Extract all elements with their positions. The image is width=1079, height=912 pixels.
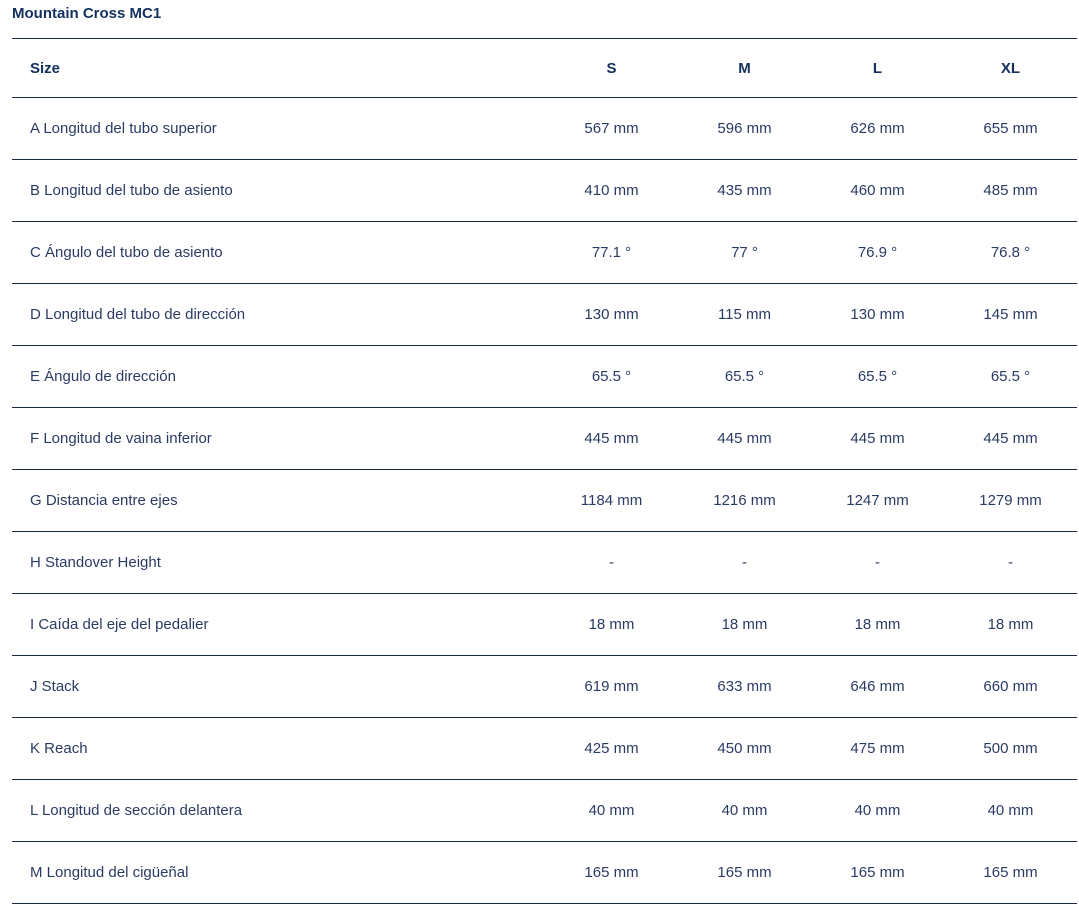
table-row [12,222,1077,284]
table-header-row [12,39,1077,98]
value-xl: 660 mm [983,678,1038,695]
value-m: 445 mm [717,430,772,447]
value-s: 567 mm [584,120,639,137]
row-label: K Reach [30,740,88,757]
table-row [12,346,1077,408]
table-row [12,842,1077,904]
value-m: 435 mm [717,182,772,199]
value-s: 130 mm [584,306,639,323]
table-row [12,656,1077,718]
value-s: 445 mm [584,430,639,447]
value-xl: 165 mm [983,864,1038,881]
value-s: 40 mm [588,802,635,819]
value-s: 18 mm [588,616,635,633]
row-label: F Longitud de vaina inferior [30,430,212,447]
row-label: H Standover Height [30,554,161,571]
value-l: 646 mm [850,678,905,695]
row-label: A Longitud del tubo superior [30,120,217,137]
value-xl: 145 mm [983,306,1038,323]
value-m: 65.5 ° [724,368,765,385]
value-m: 633 mm [717,678,772,695]
row-label: J Stack [30,678,80,695]
value-s: 165 mm [584,864,639,881]
row-label: C Ángulo del tubo de asiento [30,244,223,261]
value-m: 165 mm [717,864,772,881]
value-s: 410 mm [584,182,639,199]
row-label: E Ángulo de dirección [30,368,176,385]
row-label: I Caída del eje del pedalier [30,616,209,633]
table-row [12,780,1077,842]
value-xl: 485 mm [983,182,1038,199]
row-label: G Distancia entre ejes [30,492,178,509]
value-l: 165 mm [850,864,905,881]
value-s: 65.5 ° [591,368,632,385]
value-l: 130 mm [850,306,905,323]
geometry-table [12,38,1077,904]
value-l: - [875,554,880,571]
row-label: M Longitud del cigüeñal [30,864,189,881]
value-s: 77.1 ° [591,244,632,261]
value-xl: 500 mm [983,740,1038,757]
value-xl: 76.8 ° [990,244,1031,261]
table-row [12,160,1077,222]
size-column-header: Size [30,59,61,77]
value-xl: - [1008,554,1013,571]
value-l: 65.5 ° [857,368,898,385]
size-m-header: M [738,59,751,77]
table-row [12,532,1077,594]
size-s-header: S [606,59,617,77]
value-m: 18 mm [721,616,768,633]
value-m: - [742,554,747,571]
value-s: 1184 mm [580,492,643,509]
size-xl-header: XL [1000,59,1021,77]
value-l: 76.9 ° [857,244,898,261]
row-label: L Longitud de sección delantera [30,802,243,819]
size-l-header: L [872,59,883,77]
table-row [12,98,1077,160]
value-m: 450 mm [717,740,772,757]
value-m: 115 mm [717,306,772,323]
value-l: 475 mm [850,740,905,757]
value-l: 40 mm [854,802,901,819]
value-l: 445 mm [850,430,905,447]
value-m: 1216 mm [713,492,776,509]
value-m: 40 mm [721,802,768,819]
row-label: B Longitud del tubo de asiento [30,182,233,199]
value-l: 1247 mm [846,492,909,509]
page-title: Mountain Cross MC1 [12,5,162,22]
value-s: 425 mm [584,740,639,757]
value-l: 460 mm [850,182,905,199]
table-row [12,408,1077,470]
value-xl: 445 mm [983,430,1038,447]
value-l: 18 mm [854,616,901,633]
value-s: 619 mm [584,678,639,695]
value-xl: 40 mm [987,802,1034,819]
value-s: - [609,554,614,571]
value-xl: 18 mm [987,616,1034,633]
row-label: D Longitud del tubo de dirección [30,306,246,323]
value-xl: 1279 mm [979,492,1042,509]
value-xl: 65.5 ° [990,368,1031,385]
value-m: 596 mm [717,120,772,137]
table-row [12,284,1077,346]
value-xl: 655 mm [983,120,1038,137]
value-l: 626 mm [850,120,905,137]
table-row [12,718,1077,780]
table-row [12,470,1077,532]
table-row [12,594,1077,656]
value-m: 77 ° [731,244,758,261]
